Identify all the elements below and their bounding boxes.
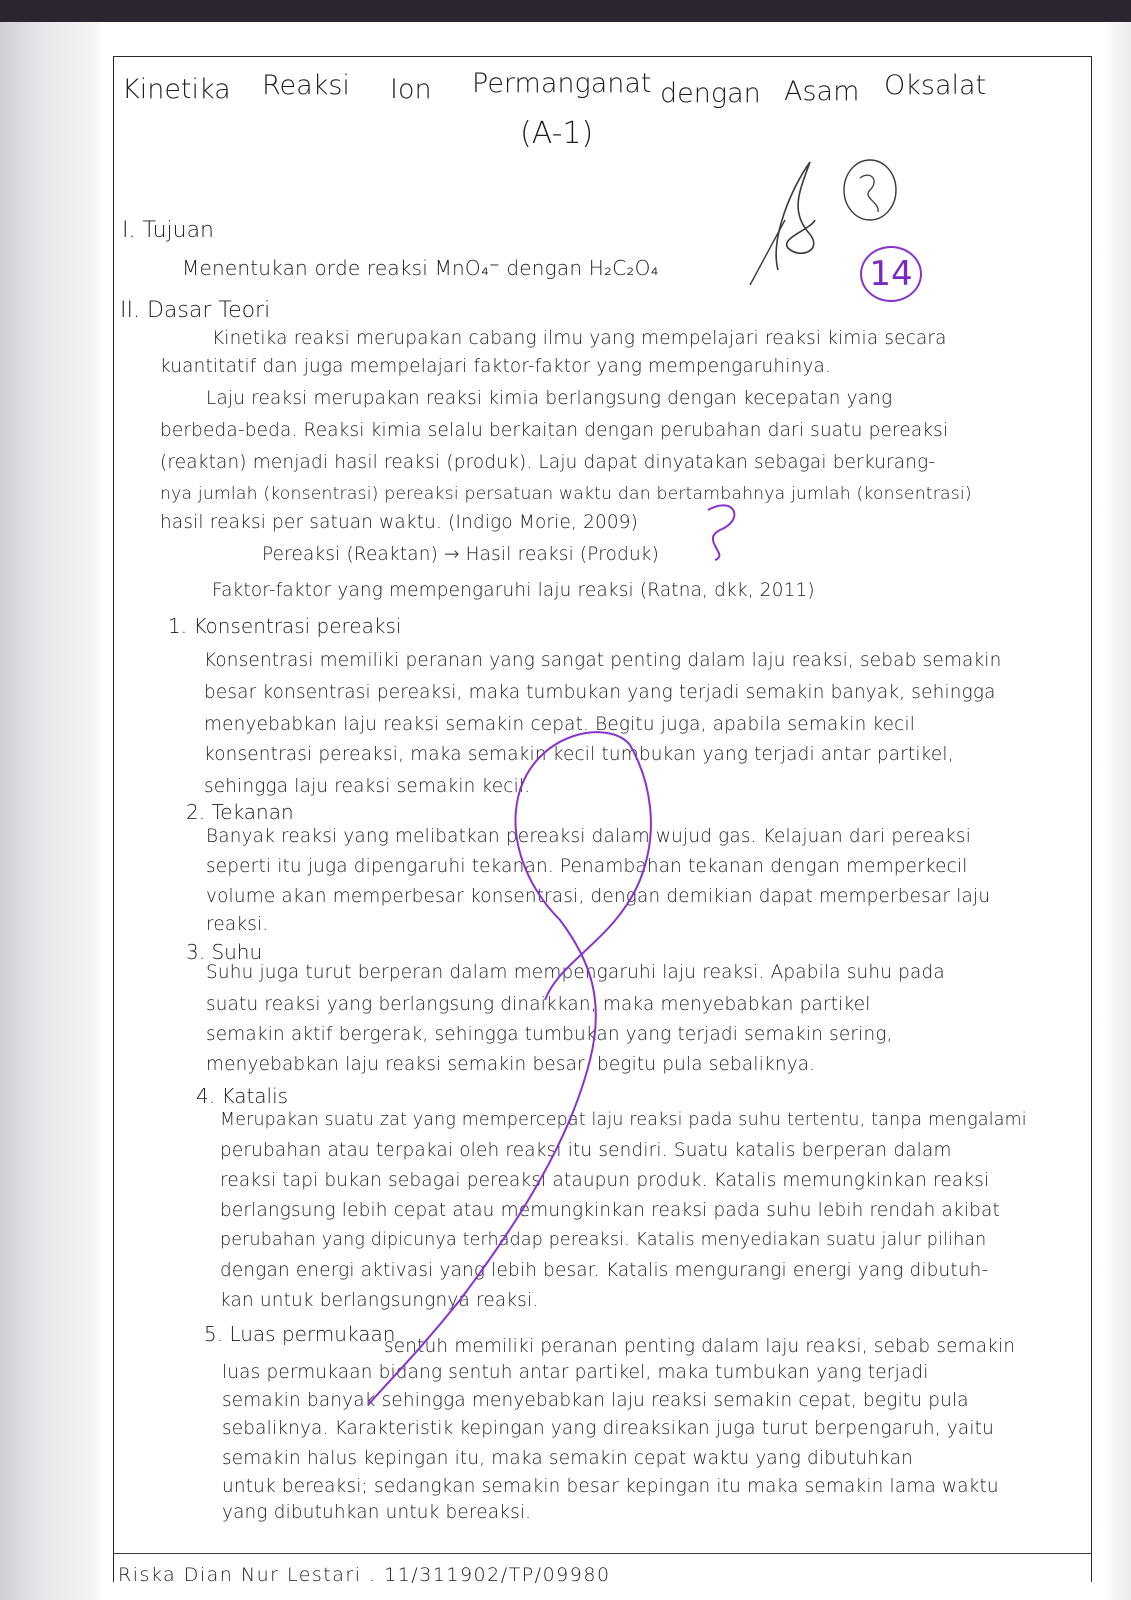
text-line: hasil reaksi per satuan waktu. (Indigo Morie, 2009) <box>160 512 639 533</box>
text-line: reaksi. <box>206 914 269 935</box>
text-line: Merupakan suatu zat yang mempercepat laju reaksi pada suhu tertentu, tanpa mengalami <box>220 1110 1027 1130</box>
document-code: (A-1) <box>520 116 594 151</box>
text-line: dengan energi aktivasi yang lebih besar. Katalis mengurangi energi yang dibutuh- <box>220 1260 989 1281</box>
factor-heading: 4. Katalis <box>196 1084 289 1108</box>
text-line: reaksi tapi bukan sebagai pereaksi ataupun produk. Katalis memungkinkan reaksi <box>220 1170 990 1191</box>
footer-author: Riska Dian Nur Lestari . 11/311902/TP/09980 <box>118 1564 611 1586</box>
title-word: dengan <box>660 78 761 109</box>
section-dasar-teori-heading: II. Dasar Teori <box>120 298 271 323</box>
factor-heading: 5. Luas permukaan <box>204 1322 396 1346</box>
text-line: (reaktan) menjadi hasil reaksi (produk). Laju dapat dinyatakan sebagai berkurang- <box>160 452 936 473</box>
text-line: konsentrasi pereaksi, maka semakin kecil tumbukan yang terjadi antar partikel, <box>204 744 954 765</box>
factors-intro: Faktor-faktor yang mempengaruhi laju reaksi (Ratna, dkk, 2011) <box>212 580 815 601</box>
text-line: semakin halus kepingan itu, maka semakin cepat waktu yang dibutuhkan <box>222 1448 913 1469</box>
text-line: volume akan memperbesar konsentrasi, dengan demikian dapat memperbesar laju <box>206 886 991 907</box>
scan-top-edge <box>0 0 1131 22</box>
text-line: perubahan yang dipicunya terhadap pereaksi. Katalis menyediakan suatu jalur pilihan <box>220 1230 987 1250</box>
factor-heading: 3. Suhu <box>186 940 263 964</box>
title-word: Kinetika <box>122 74 231 105</box>
text-line: Konsentrasi memiliki peranan yang sangat penting dalam laju reaksi, sebab semakin <box>204 650 1002 671</box>
text-line: yang dibutuhkan untuk bereaksi. <box>222 1502 532 1523</box>
footer-rule <box>113 1553 1092 1554</box>
scan-binding-shadow <box>0 22 100 1600</box>
text-line: nya jumlah (konsentrasi) pereaksi persatuan waktu dan bertambahnya jumlah (konsentrasi) <box>160 484 972 504</box>
text-line: sentuh memiliki peranan penting dalam laju reaksi, sebab semakin <box>384 1336 1016 1357</box>
factor-heading: 2. Tekanan <box>186 800 294 824</box>
text-line: semakin banyak sehingga menyebabkan laju reaksi semakin cepat, begitu pula <box>222 1390 969 1411</box>
text-line: untuk bereaksi; sedangkan semakin besar kepingan itu maka semakin lama waktu <box>222 1476 999 1497</box>
text-line: berbeda-beda. Reaksi kimia selalu berkaitan dengan perubahan dari suatu pereaksi <box>160 420 949 441</box>
text-line: kan untuk berlangsungnya reaksi. <box>220 1290 539 1311</box>
factor-heading: 1. Konsentrasi pereaksi <box>168 614 402 638</box>
grade-circle: 14 <box>860 246 922 302</box>
text-line: seperti itu juga dipengaruhi tekanan. Penambahan tekanan dengan memperkecil <box>206 856 968 877</box>
text-line: kuantitatif dan juga mempelajari faktor-faktor yang mempengaruhinya. <box>160 356 832 377</box>
text-line: besar konsentrasi pereaksi, maka tumbukan yang terjadi semakin banyak, sehingga <box>204 682 996 703</box>
title-word: Ion <box>390 74 432 105</box>
text-line: suatu reaksi yang berlangsung dinaikkan, maka menyebabkan partikel <box>206 994 871 1015</box>
text-line: menyebabkan laju reaksi semakin besar, begitu pula sebaliknya. <box>206 1054 816 1075</box>
title-word: Oksalat <box>884 70 987 101</box>
text-line: Laju reaksi merupakan reaksi kimia berlangsung dengan kecepatan yang <box>206 388 893 409</box>
text-line: Banyak reaksi yang melibatkan pereaksi dalam wujud gas. Kelajuan dari pereaksi <box>206 826 971 847</box>
title-word: Reaksi <box>262 70 350 101</box>
text-line: luas permukaan bidang sentuh antar partikel, maka tumbukan yang terjadi <box>222 1362 929 1383</box>
text-line: Suhu juga turut berperan dalam mempengaruhi laju reaksi. Apabila suhu pada <box>206 962 945 983</box>
text-line: semakin aktif bergerak, sehingga tumbukan yang terjadi semakin sering, <box>206 1024 893 1045</box>
title-word: Permanganat <box>472 68 652 99</box>
title-word: Asam <box>784 76 860 107</box>
section-tujuan-text: Menentukan orde reaksi MnO₄⁻ dengan H₂C₂O₄ <box>182 256 659 280</box>
section-tujuan-heading: I. Tujuan <box>122 218 214 243</box>
text-line: sehingga laju reaksi semakin kecil. <box>204 776 531 797</box>
reaction-equation: Pereaksi (Reaktan) → Hasil reaksi (Produk) <box>262 544 660 565</box>
text-line: sebaliknya. Karakteristik kepingan yang direaksikan juga turut berpengaruh, yaitu <box>222 1418 994 1439</box>
text-line: berlangsung lebih cepat atau memungkinkan reaksi pada suhu lebih rendah akibat <box>220 1200 1000 1221</box>
text-line: perubahan atau terpakai oleh reaksi itu sendiri. Suatu katalis berperan dalam <box>220 1140 952 1161</box>
scan-right-edge <box>1101 22 1131 1600</box>
text-line: Kinetika reaksi merupakan cabang ilmu yang mempelajari reaksi kimia secara <box>212 328 947 349</box>
text-line: menyebabkan laju reaksi semakin cepat. Begitu juga, apabila semakin kecil <box>204 714 916 735</box>
